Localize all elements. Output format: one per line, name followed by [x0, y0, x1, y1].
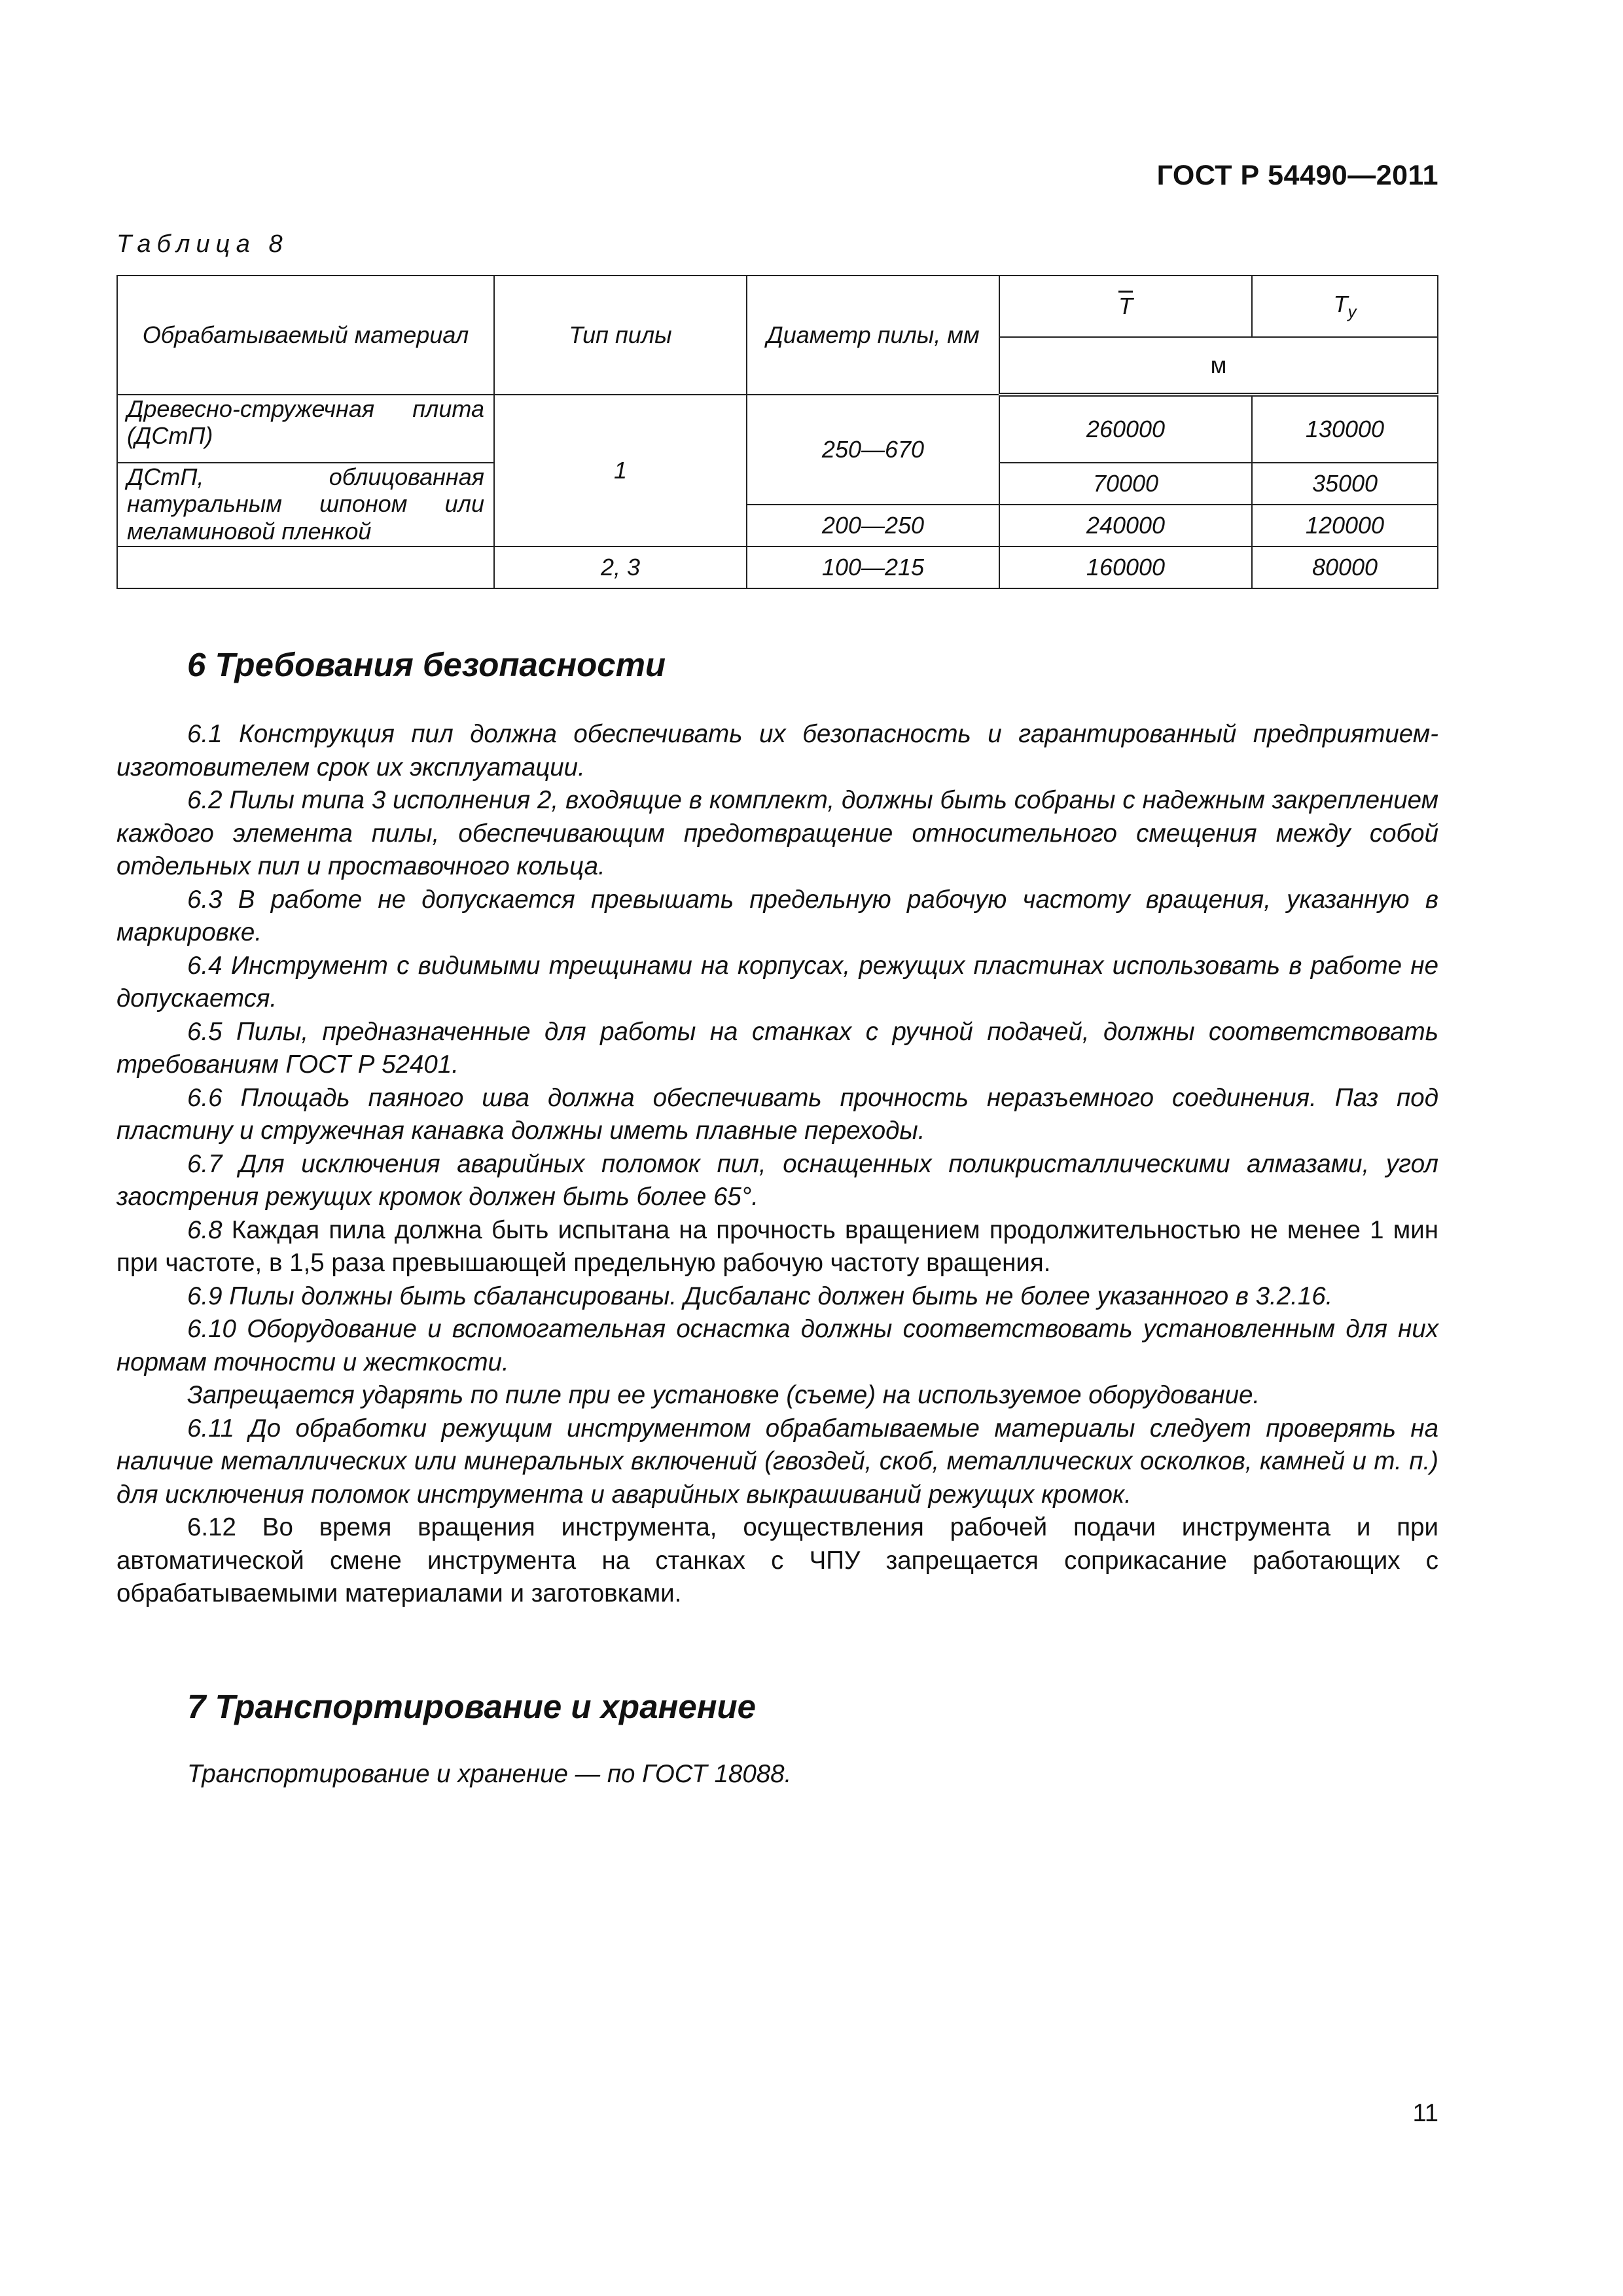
- row-material-veneered-chipboard: ДСтП, облицованная натуральным шпоном или меламиновой пленкой: [117, 463, 494, 547]
- header-t-mean: [999, 276, 1252, 337]
- cell-ty-3: 120000: [1252, 505, 1438, 547]
- page-number: 11: [1412, 2100, 1438, 2127]
- t-y-subscript: у: [1347, 302, 1357, 322]
- paragraph-6-9: 6.9 Пилы должны быть сбалансированы. Дисбаланс должен быть не более указанного в 3.2.16.: [187, 1282, 1333, 1310]
- header-diameter: Диаметр пилы, мм: [747, 276, 999, 395]
- cell-t-2: 70000: [999, 463, 1252, 505]
- table-caption: Таблица 8: [116, 230, 289, 258]
- row-material-chipboard: Древесно-стружечная плита (ДСтП): [117, 395, 494, 463]
- paragraph-6-8-text: Каждая пила должна быть испытана на прочность вращением продолжительностью не менее 1 мин при частоте, в 1,5 раза превышающей предельную рабочую частоту вращения.: [116, 1215, 1438, 1277]
- paragraph-6-2: 6.2 Пилы типа 3 исполнения 2, входящие в комплект, должны быть собраны с надежным закреплением каждого элемента пилы, обеспечивающим предотвращение относительного смещения между собой отдельных пил и проставочного кольца.: [116, 786, 1438, 880]
- paragraph-6-1: 6.1 Конструкция пил должна обеспечивать их безопасность и гарантированный предприятием-изготовителем срок их эксплуатации.: [116, 720, 1438, 781]
- cell-t-1: 260000: [999, 395, 1252, 463]
- section-6-body: [116, 718, 1438, 1611]
- document-code: ГОСТ Р 54490—2011: [1156, 160, 1438, 191]
- cell-ty-4: 80000: [1252, 547, 1438, 588]
- paragraph-6-10-note: Запрещается ударять по пиле при ее установке (съеме) на используемое оборудование.: [187, 1381, 1260, 1409]
- cell-material-empty: [117, 547, 494, 588]
- paragraph-6-12: 6.12 Во время вращения инструмента, осуществления рабочей подачи инструмента и при автоматической смене инструмента на станках с ЧПУ запрещается соприкасание работающих с обрабатываемыми материалами и заготовками.: [116, 1513, 1438, 1607]
- header-unit: м: [999, 337, 1438, 395]
- section-6-title: 6 Требования безопасности: [187, 646, 666, 683]
- cell-diameter-3: 100—215: [747, 547, 999, 588]
- paragraph-6-11: 6.11 До обработки режущим инструментом обрабатываемые материалы следует проверять на наличие металлических или минеральных включений (гвоздей, скоб, металлических осколков, камней и т. п.) для исключения поломок инструмента и аварийных выкрашиваний режущих кромок.: [116, 1414, 1438, 1509]
- t-y-symbol: T: [1333, 290, 1348, 317]
- cell-t-3: 240000: [999, 505, 1252, 547]
- cell-ty-1: 130000: [1252, 395, 1438, 463]
- paragraph-6-5: 6.5 Пилы, предназначенные для работы на станках с ручной подачей, должны соответствовать требованиям ГОСТ Р 52401.: [116, 1017, 1438, 1079]
- section-7-body: [116, 1758, 1438, 1791]
- cell-diameter-1: 250—670: [747, 395, 999, 505]
- cell-t-4: 160000: [999, 547, 1252, 588]
- paragraph-6-7: 6.7 Для исключения аварийных поломок пил, оснащенных поликристаллическими алмазами, угол заострения режущих кромок должен быть более 65°.: [116, 1149, 1438, 1211]
- paragraph-7-1: Транспортирование и хранение — по ГОСТ 18088.: [187, 1760, 792, 1788]
- paragraph-6-6: 6.6 Площадь паяного шва должна обеспечивать прочность неразъемного соединения. Паз под пластину и стружечная канавка должны иметь плавные переходы.: [116, 1083, 1438, 1145]
- section-7-title: 7 Транспортирование и хранение: [187, 1688, 757, 1725]
- cell-saw-type-1: 1: [494, 395, 747, 547]
- header-saw-type: Тип пилы: [494, 276, 747, 395]
- cell-diameter-2: 200—250: [747, 505, 999, 547]
- paragraph-6-3: 6.3 В работе не допускается превышать предельную рабочую частоту вращения, указанную в маркировке.: [116, 885, 1438, 946]
- paragraph-6-10: 6.10 Оборудование и вспомогательная оснастка должны соответствовать установленным для них нормам точности и жесткости.: [116, 1315, 1438, 1376]
- header-t-y: [1252, 276, 1438, 337]
- cell-saw-type-23: 2, 3: [494, 547, 747, 588]
- paragraph-6-4: 6.4 Инструмент с видимыми трещинами на корпусах, режущих пластинах использовать в работе не допускается.: [116, 951, 1438, 1013]
- saw-life-table: [116, 275, 1438, 589]
- paragraph-6-8: [116, 1214, 1438, 1280]
- header-material: Обрабатываемый материал: [117, 276, 494, 395]
- paragraph-6-8-number: 6.8: [187, 1215, 223, 1244]
- cell-ty-2: 35000: [1252, 463, 1438, 505]
- t-mean-symbol: $\overline{T}$: [1118, 293, 1133, 319]
